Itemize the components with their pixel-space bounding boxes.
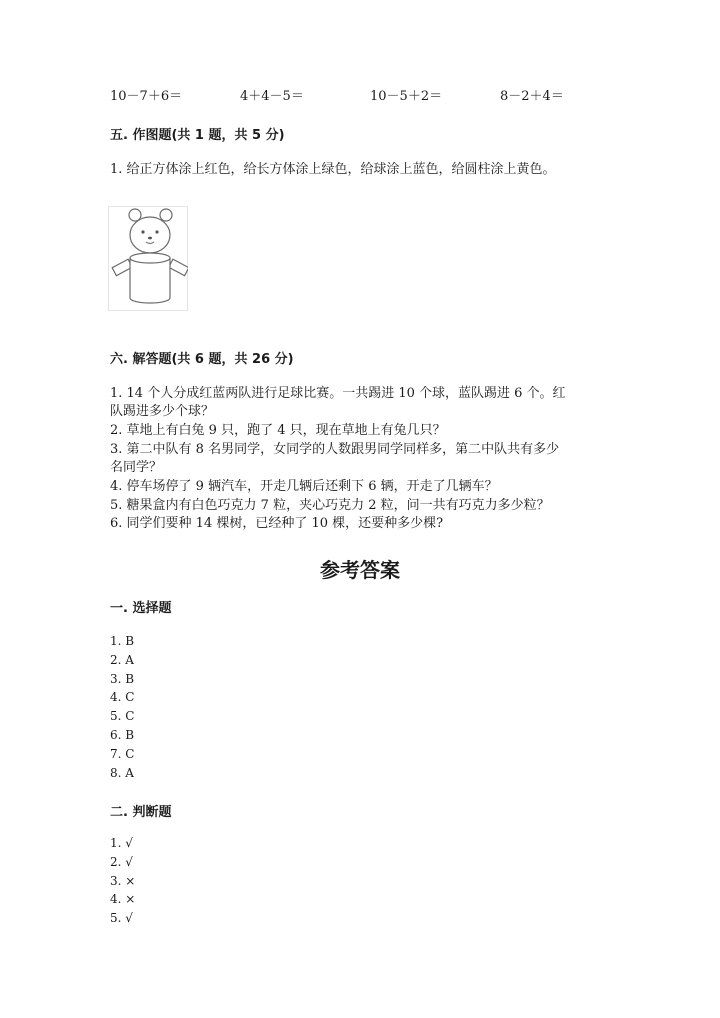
problem-line: 4. 停车场停了 9 辆汽车，开走几辆后还剩下 6 辆，开走了几辆车？ (110, 479, 498, 494)
problem-line: 名同学？ (110, 460, 163, 475)
answers-title: 参考答案 (320, 558, 400, 582)
equation-3: 10－5＋2＝ (370, 89, 443, 104)
answers-section-1-list (110, 632, 134, 782)
equation-1: 10－7＋6＝ (110, 89, 183, 104)
answers-section-1-heading: 一. 选择题 (110, 601, 172, 616)
answer-item: 8. A (110, 765, 134, 780)
answer-item: 3. B (110, 671, 135, 686)
answers-section-2-list (110, 834, 135, 928)
section-6-heading: 六. 解答题(共 6 题，共 26 分) (110, 352, 294, 367)
answer-item: 6. B (110, 727, 135, 742)
answer-item: 7. C (110, 746, 135, 761)
equation-4: 8－2＋4＝ (500, 89, 564, 104)
answer-item: 4. C (110, 690, 135, 705)
problem-line: 队踢进多少个球？ (110, 404, 215, 419)
answer-item: 5. C (110, 709, 135, 724)
answers-section-2-heading: 二. 判断题 (110, 805, 172, 820)
problem-line: 2. 草地上有白兔 9 只，跑了 4 只，现在草地上有兔几只？ (110, 423, 446, 438)
answer-item: 1. B (110, 634, 135, 648)
answer-item: 5. √ (110, 911, 133, 926)
problem-line: 6. 同学们要种 14 棵树，已经种了 10 棵，还要种多少棵? (110, 516, 444, 531)
answer-item: 3. × (110, 873, 136, 888)
answer-item: 1. √ (110, 836, 133, 850)
problem-line: 3. 第二中队有 8 名男同学，女同学的人数跟男同学同样多，第二中队共有多少 (110, 442, 560, 457)
section-5-heading: 五. 作图题(共 1 题，共 5 分) (110, 128, 285, 143)
answer-item: 2. A (110, 652, 134, 667)
section-5-question: 1. 给正方体涂上红色，给长方体涂上绿色，给球涂上蓝色，给圆柱涂上黄色。 (110, 162, 556, 177)
problem-line: 5. 糖果盒内有白色巧克力 7 粒，夹心巧克力 2 粒，问一共有巧克力多少粒？ (110, 498, 550, 513)
problem-line: 1. 14 个人分成红蓝两队进行足球比赛。一共踢进 10 个球，蓝队踢进 6 个。红 (110, 386, 566, 401)
answer-item: 2. √ (110, 854, 133, 869)
answer-item: 4. × (110, 892, 136, 907)
bear-figure-icon (108, 206, 188, 311)
equation-2: 4＋4－5＝ (240, 89, 304, 104)
